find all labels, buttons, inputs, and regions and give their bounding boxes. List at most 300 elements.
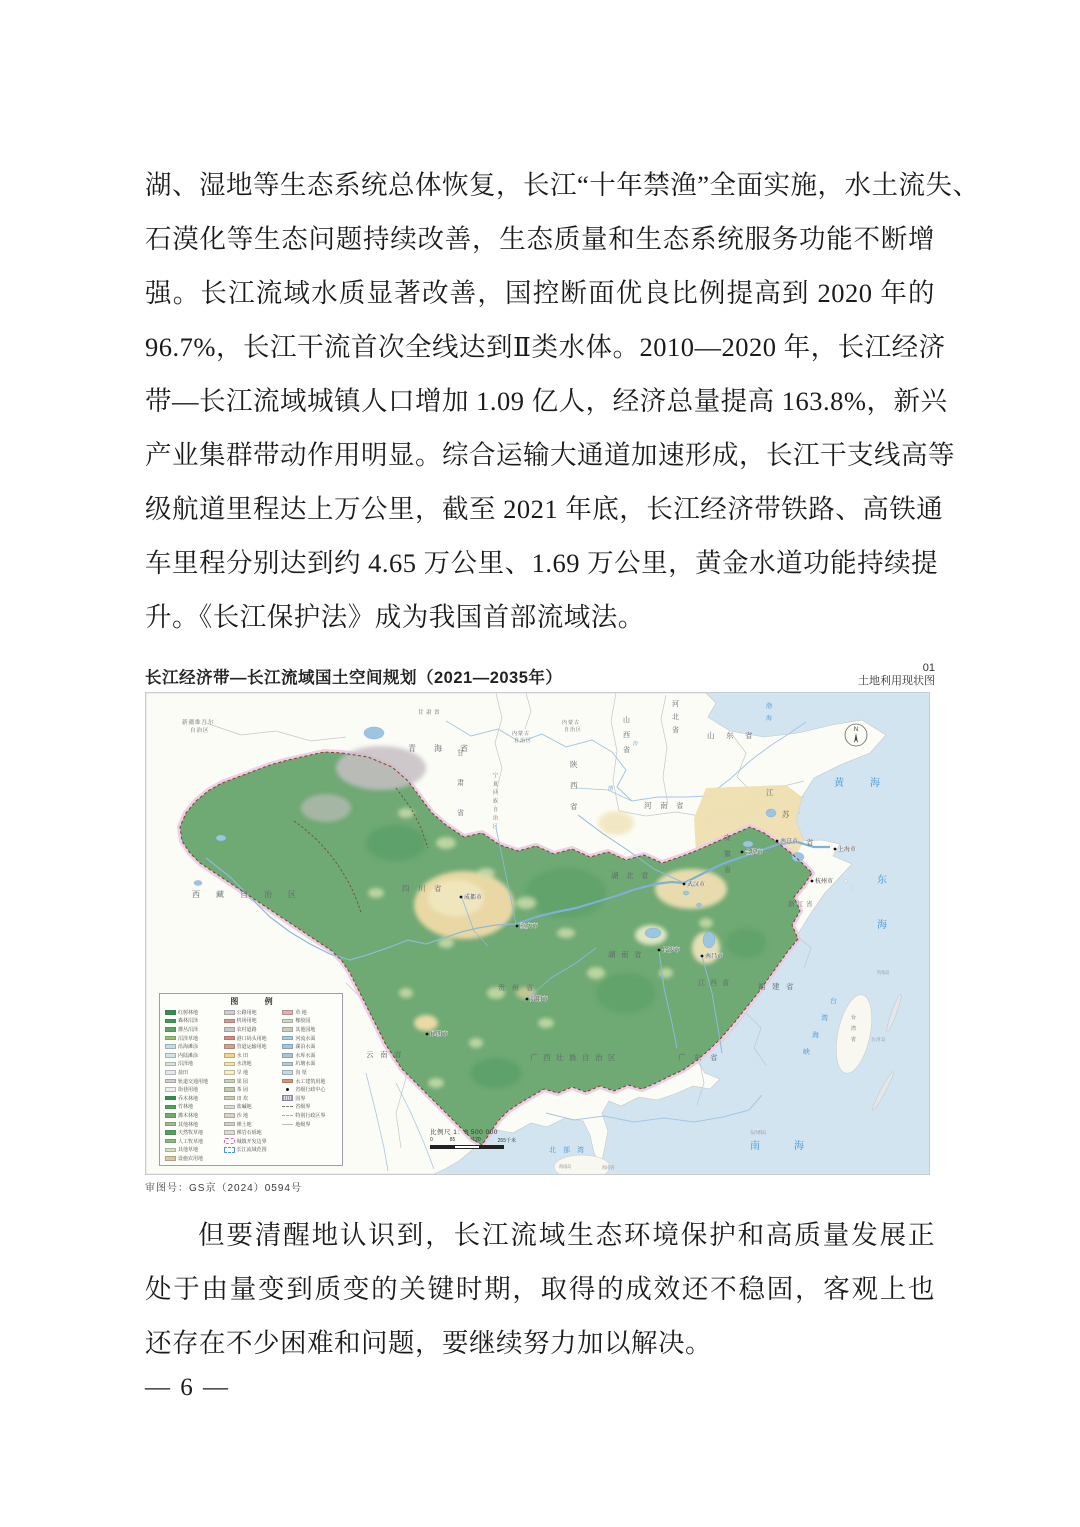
legend-label: 其他园地: [295, 1026, 316, 1033]
body-line: 级航道里程达上万公里，截至 2021 年底，长江经济带铁路、高铁通: [145, 494, 944, 524]
province-label: 省: [724, 867, 731, 874]
legend-column: [224, 1008, 280, 1163]
province-label: 苏: [782, 810, 790, 819]
city-label: 昆明市: [430, 1032, 449, 1039]
province-label: 河: [672, 701, 679, 708]
legend-label: 国界: [295, 1095, 306, 1102]
legend-item: [224, 1146, 280, 1155]
sea-label: 渤: [766, 704, 773, 710]
legend-item: [282, 1042, 338, 1051]
legend-item: [165, 1128, 221, 1137]
legend-symbol: [165, 1105, 176, 1110]
legend-label: 裸土地: [236, 1121, 252, 1128]
nanyang-cropland: [598, 811, 634, 835]
sea-label: 湾: [577, 1147, 584, 1154]
province-label: 自: [582, 1053, 590, 1062]
province-label: 湖: [608, 950, 616, 959]
province-label: 四: [402, 884, 410, 893]
city-label: 合肥市: [745, 850, 764, 857]
legend-symbol: [165, 1156, 176, 1161]
legend-symbol: [165, 1036, 176, 1041]
legend-label: 水浇地: [236, 1061, 252, 1068]
province-label: 省: [460, 744, 468, 753]
legend-item: [224, 1034, 280, 1043]
city-dot: [516, 925, 519, 928]
island-label: 台: [871, 1037, 876, 1042]
legend-label: 河流水面: [295, 1035, 316, 1042]
province-label: 陕: [570, 760, 578, 769]
province-label: 台: [851, 1015, 857, 1021]
city-label: 南京市: [780, 839, 799, 846]
legend-item: [224, 1042, 280, 1051]
legend-symbol: [224, 1096, 235, 1101]
legend-symbol: [165, 1010, 176, 1015]
legend-item: [165, 1051, 221, 1060]
legend-symbol: [282, 1053, 293, 1058]
legend-item: [224, 1094, 280, 1103]
province-label: 疆: [188, 720, 195, 726]
legend-label: 管道运输用地: [236, 1044, 267, 1051]
legend-label: 沼泽地: [178, 1061, 194, 1068]
province-label: 南: [660, 801, 668, 810]
legend-symbol: [224, 1044, 235, 1049]
scale-tick: 170: [472, 1137, 481, 1143]
province-label: 治: [264, 890, 272, 899]
sea-label: 部: [563, 1147, 570, 1154]
province-label: 壮: [556, 1053, 564, 1062]
legend-label: 省级界: [295, 1104, 311, 1111]
province-label: 治: [520, 738, 526, 744]
legend-label: 特别行政区界: [295, 1112, 326, 1119]
sea-label: 海: [877, 920, 887, 931]
island-label: 省: [610, 1165, 615, 1170]
legend-title: 图 例: [230, 997, 285, 1006]
province-label: 尔: [208, 720, 214, 726]
province-label: 安: [724, 835, 731, 842]
legend-label: 机场用地: [236, 1018, 257, 1025]
sea-label: 东: [877, 875, 887, 886]
legend-item: [282, 1103, 338, 1112]
legend-label: 街巷用地: [178, 1087, 199, 1094]
legend-symbol: [224, 1087, 235, 1092]
page-number: — 6 —: [145, 1374, 230, 1401]
province-label: 省: [672, 727, 679, 734]
legend-item: [282, 1008, 338, 1017]
legend-item: [224, 1068, 280, 1077]
legend-symbol: [224, 1019, 235, 1024]
landuse-map: [145, 692, 930, 1175]
figure-corner-label: [858, 662, 935, 688]
province-label: 西: [192, 890, 200, 899]
province-label: 省: [570, 802, 578, 811]
legend-symbol: [224, 1070, 235, 1075]
legend-label: 沙 地: [236, 1112, 249, 1119]
province-label: 区: [203, 728, 209, 734]
city-dot: [834, 848, 837, 851]
province-label: 内: [562, 720, 568, 726]
city-dot: [683, 883, 686, 886]
city-label: 重庆市: [520, 924, 539, 931]
legend-item: [282, 1051, 338, 1060]
legend-label: 农村道路: [236, 1026, 257, 1033]
province-label: 夏: [493, 781, 499, 788]
legend-symbol: [282, 1106, 293, 1107]
legend-label: 长江流域范围: [236, 1147, 267, 1154]
legend-item: [165, 1103, 221, 1112]
legend-item: [165, 1111, 221, 1120]
legend-symbol: [165, 1027, 176, 1032]
province-label: 自: [514, 738, 520, 744]
province-label: 南: [621, 950, 629, 959]
province-label: 甘: [418, 710, 424, 716]
province-label: 治: [570, 727, 576, 733]
province-label: 自: [493, 807, 499, 813]
province-label: 回: [493, 790, 499, 796]
legend-item: [165, 1146, 221, 1155]
legend-item: [282, 1017, 338, 1026]
legend-item: [282, 1085, 338, 1094]
legend-symbol: [224, 1138, 235, 1144]
legend-symbol: [282, 1079, 293, 1084]
province-label: 吾: [201, 720, 208, 726]
province-label: 省: [526, 985, 533, 992]
province-label: 云: [366, 1050, 374, 1059]
legend-item: [224, 1060, 280, 1069]
province-label: 省: [851, 1037, 857, 1043]
province-label: 省: [722, 980, 729, 987]
legend-label: 红树林地: [178, 1009, 199, 1016]
legend-symbol: [282, 1062, 293, 1067]
province-label: 湾: [851, 1026, 857, 1032]
map-figure: [145, 662, 935, 1194]
scale-tick: 255千米: [497, 1138, 516, 1144]
province-label: 区: [608, 1053, 616, 1062]
province-label: 山: [623, 717, 630, 724]
province-label: 省: [806, 901, 813, 908]
province-label: 广: [678, 1053, 686, 1062]
city-dot: [776, 840, 779, 843]
legend-label: 天然牧草地: [178, 1130, 204, 1137]
legend-label: 森林沼泽: [178, 1018, 199, 1025]
paragraph-2: [145, 1208, 935, 1370]
city-label: 上海市: [838, 847, 857, 854]
legend-item: [165, 1120, 221, 1129]
legend-item: [165, 1060, 221, 1069]
province-label: 自: [240, 890, 248, 899]
legend-label: 地级界: [295, 1121, 311, 1128]
legend-item: [165, 1077, 221, 1086]
province-label: 东: [694, 1053, 702, 1062]
province-label: 江: [766, 788, 774, 797]
legend-label: 田 坎: [236, 1095, 249, 1102]
legend-item: [224, 1120, 280, 1129]
figure-header: [145, 662, 935, 688]
province-label: 西: [710, 980, 717, 987]
scale-tick: 0: [430, 1137, 433, 1143]
province-label: 州: [512, 985, 519, 992]
legend-item: [165, 1094, 221, 1103]
zhoushan-islet: [851, 887, 853, 889]
legend-label: 坑塘水面: [295, 1061, 316, 1068]
province-label: 西: [623, 732, 630, 739]
body-line: 处于由量变到质变的关键时期，取得的成效还不稳固，客观上也: [145, 1274, 935, 1304]
province-label: 古: [574, 720, 580, 726]
province-label: 西: [543, 1053, 551, 1062]
island-label: 群: [758, 1130, 763, 1135]
island-label: 海: [559, 1164, 564, 1169]
province-label: 省: [434, 884, 442, 893]
province-label: 省: [786, 982, 794, 991]
province-label: 川: [418, 884, 426, 893]
province-label: 山: [707, 731, 715, 740]
legend-item: [165, 1154, 221, 1163]
city-label: 武汉市: [687, 882, 706, 889]
sea-label: 海: [870, 778, 880, 789]
sea-label: 海: [766, 716, 773, 722]
page-content: [145, 0, 980, 1402]
province-label: 省: [806, 838, 814, 847]
legend-label: 沟 渠: [295, 1069, 307, 1076]
province-label: 自: [564, 727, 570, 733]
legend-item: [224, 1103, 280, 1112]
legend-symbol: [165, 1087, 176, 1092]
legend-item: [282, 1111, 338, 1120]
province-label: 省: [457, 810, 464, 817]
sea-label: 海: [794, 1141, 804, 1152]
legend-label: 港口码头用地: [236, 1035, 267, 1042]
province-label: 区: [493, 824, 499, 830]
scale-text: 比例尺 1：8 500 000: [430, 1129, 498, 1136]
legend-label: 灌木林地: [178, 1112, 199, 1119]
province-label: 蒙: [568, 720, 574, 726]
legend-label: 草 地: [295, 1009, 307, 1016]
legend-item: [165, 1068, 221, 1077]
province-label: 广: [530, 1053, 538, 1062]
legend-symbol: [165, 1053, 176, 1058]
body-line: 湖、湿地等生态系统总体恢复，长江“十年禁渔”全面实施，水土流失、: [145, 170, 980, 200]
legend-item: [224, 1128, 280, 1137]
sea-label: 峡: [803, 1049, 810, 1056]
sea-label: 北: [549, 1147, 556, 1154]
paragraph-1: [145, 158, 980, 644]
body-line: 但要清醒地认识到，长江流域生态环境保护和高质量发展正: [198, 1220, 935, 1250]
province-label: 省: [676, 801, 684, 810]
legend-label: 裸岩石砾地: [236, 1130, 262, 1137]
zhoushan-islet: [845, 880, 848, 883]
legend-item: [282, 1060, 338, 1069]
island-label: 岛: [567, 1164, 572, 1169]
body-line: 升。《长江保护法》成为我国首部流域法。: [145, 602, 645, 632]
legend-label: 设施农用地: [178, 1155, 204, 1162]
province-label: 省: [634, 950, 642, 959]
figure-title: 长江经济带—长江流域国土空间规划（2021—2035年）: [145, 669, 563, 687]
island-label: 钓: [877, 970, 882, 975]
province-label: 北: [626, 871, 634, 880]
figure-corner-subtitle: 土地利用现状图: [858, 675, 935, 687]
province-label: 徽: [724, 851, 731, 858]
island-label: 岛: [885, 970, 890, 975]
legend-symbol: [165, 1139, 176, 1144]
body-line: 强。长江流域水质显著改善，国控断面优良比例提高到 2020 年的: [145, 278, 935, 308]
legend-label: 竹林地: [178, 1104, 194, 1111]
legend-symbol: [282, 1027, 293, 1032]
city-dot: [741, 851, 744, 854]
province-label: 族: [569, 1053, 577, 1062]
legend-symbol: [224, 1079, 235, 1084]
city-dot: [426, 1033, 429, 1036]
legend-label: 灌丛沼泽: [178, 1026, 199, 1033]
scale-ticks: [430, 1137, 516, 1144]
province-label: 治: [595, 1053, 603, 1062]
legend-label: 旱 地: [236, 1069, 249, 1076]
city-label: 南昌市: [705, 954, 724, 961]
legend-label: 盐碱地: [236, 1104, 252, 1111]
legend-item: [165, 1008, 221, 1017]
figure-caption: 审图号：GS京（2024）0594号: [145, 1183, 302, 1194]
legend-item: [224, 1137, 280, 1146]
island-label: 东: [750, 1130, 755, 1135]
legend-label: 省级行政中心: [295, 1087, 326, 1094]
legend-item: [282, 1034, 338, 1043]
province-label: 区: [288, 890, 296, 899]
legend-symbol: [165, 1019, 176, 1024]
legend-item: [282, 1094, 338, 1103]
province-label: 海: [434, 744, 442, 753]
legend-symbol: [224, 1053, 235, 1058]
province-label: 藏: [216, 890, 224, 899]
city-label: 杭州市: [815, 879, 834, 886]
province-label: 甘: [457, 750, 464, 757]
legend-symbol: [165, 1096, 176, 1101]
province-label: 贵: [498, 985, 505, 992]
legend-item: [165, 1137, 221, 1146]
figure-corner-index: 01: [922, 662, 935, 674]
legend-label: 水 田: [236, 1052, 249, 1059]
legend-item: [282, 1068, 338, 1077]
legend-symbol: [224, 1010, 235, 1015]
island-label: 南: [606, 1165, 611, 1170]
city-label: 贵阳市: [530, 997, 549, 1004]
legend-column: [165, 1008, 221, 1163]
province-label: 自: [190, 728, 196, 734]
province-label: 江: [698, 980, 705, 987]
province-label: 浙: [788, 901, 795, 908]
island-label: 沙: [754, 1130, 759, 1135]
province-label: 青: [408, 744, 416, 753]
legend-symbol: [282, 1095, 293, 1101]
legend-symbol: [282, 1115, 293, 1116]
province-label: 治: [493, 815, 499, 822]
legend-symbol: [165, 1044, 176, 1049]
province-label: 肃: [457, 780, 464, 787]
legend-symbol: [224, 1130, 235, 1135]
legend-label: 果 园: [236, 1078, 249, 1085]
legend-symbol: [165, 1148, 176, 1153]
body-line: 产业集群带动作用明显。综合运输大通道加速形成，长江干支线高等: [145, 440, 955, 470]
province-label: 省: [710, 1053, 718, 1062]
province-label: 维: [195, 720, 201, 726]
legend-item: [224, 1085, 280, 1094]
province-label: 省: [394, 1050, 402, 1059]
city-dot: [811, 880, 814, 883]
island-label: 鱼: [881, 970, 886, 975]
legend-label: 橡胶园: [295, 1018, 311, 1025]
legend-item: [282, 1077, 338, 1086]
province-label: 省: [641, 871, 649, 880]
sea-label: 南: [750, 1141, 760, 1152]
province-label: 族: [493, 798, 499, 805]
province-label: 湖: [611, 871, 619, 880]
sea-label: 海: [812, 1032, 819, 1039]
province-label: 新: [182, 720, 188, 726]
province-label: 区: [576, 727, 582, 733]
sea-label: 台: [830, 998, 837, 1005]
legend-label: 茶 园: [236, 1087, 249, 1094]
legend-symbol: [224, 1122, 235, 1127]
legend-item: [165, 1042, 221, 1051]
legend-symbol: [224, 1036, 235, 1041]
legend-item: [224, 1008, 280, 1017]
body-line: 带—长江流域城镇人口增加 1.09 亿人，经济总量提高 163.8%，新兴: [145, 386, 948, 416]
legend-label: 公路用地: [236, 1009, 257, 1016]
sea-label: 湾: [821, 1015, 828, 1022]
province-label: 古: [524, 731, 530, 737]
city-dot: [658, 949, 661, 952]
legend-symbol: [282, 1124, 293, 1125]
legend-label: 盐田: [178, 1069, 189, 1076]
legend-symbol: [282, 1036, 293, 1041]
legend-symbol: [224, 1062, 235, 1067]
legend-label: 乔木林地: [178, 1095, 199, 1102]
island-label: 南: [563, 1164, 568, 1169]
province-label: 内: [512, 731, 518, 737]
legend-item: [224, 1051, 280, 1060]
province-label: 省: [745, 731, 753, 740]
legend-label: 水库水面: [295, 1052, 316, 1059]
legend-symbol: [282, 1010, 293, 1015]
legend-label: 沿海滩涂: [178, 1044, 199, 1051]
legend-column: [282, 1008, 338, 1163]
city-dot: [701, 955, 704, 958]
svg-text:N: N: [853, 727, 859, 733]
legend-symbol: [282, 1044, 293, 1049]
legend-item: [224, 1077, 280, 1086]
province-label: 北: [672, 714, 679, 721]
scale-tick: 85: [449, 1137, 456, 1143]
island-label: 岛: [762, 1130, 767, 1135]
legend-label: 人工牧草地: [178, 1138, 204, 1145]
body-line: 车里程分别达到约 4.65 万公里、1.69 万公里，黄金水道功能持续提: [145, 548, 939, 578]
penghu-islet: [833, 1037, 835, 1039]
province-label: 建: [772, 982, 780, 991]
province-label: 肃: [426, 710, 432, 716]
city-label: 成都市: [464, 895, 483, 902]
legend-symbol: [224, 1105, 235, 1110]
legend-item: [282, 1025, 338, 1034]
map-legend: [159, 993, 343, 1166]
legend-label: 湖泊水面: [295, 1044, 316, 1051]
province-label: 河: [644, 801, 652, 810]
legend-symbol: [282, 1070, 293, 1075]
river-label: 汾: [633, 741, 639, 747]
legend-item: [165, 1017, 221, 1026]
legend-symbol: [282, 1088, 293, 1091]
province-label: 江: [797, 901, 804, 908]
legend-item: [224, 1017, 280, 1026]
legend-symbol: [224, 1147, 235, 1153]
sea-label: 黄: [834, 778, 844, 789]
legend-item: [165, 1025, 221, 1034]
